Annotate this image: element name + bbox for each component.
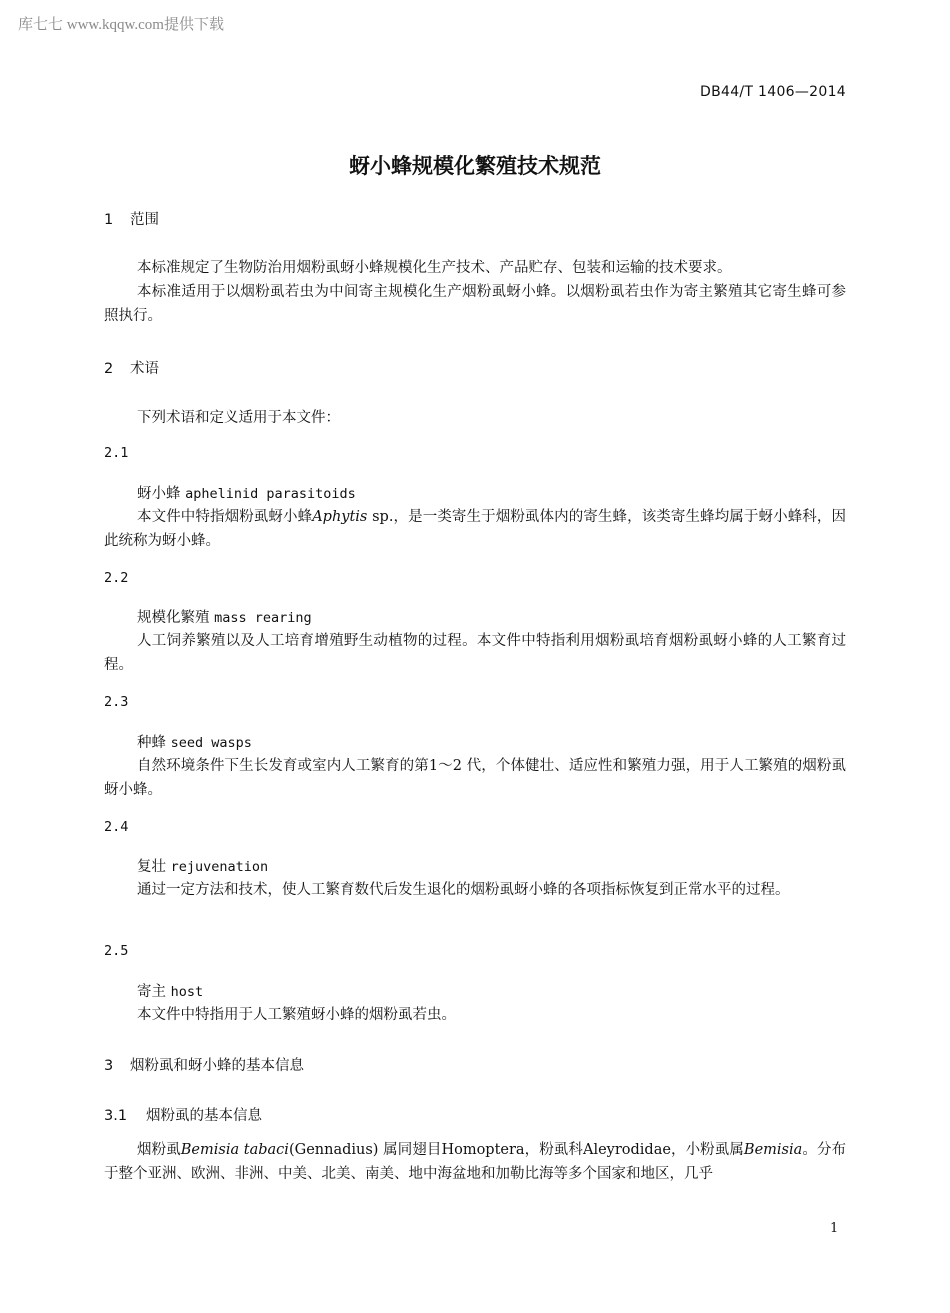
term-english: host: [170, 984, 204, 1000]
section-1-paragraph-1: 本标准规定了生物防治用烟粉虱蚜小蜂规模化生产技术、产品贮存、包装和运输的技术要求。: [137, 260, 732, 276]
species-name: Bemisia tabaci: [180, 1142, 289, 1158]
paragraph-text: (Gennadius) 属同翅目Homoptera，粉虱科Aleyrodidae，小粉虱属: [288, 1142, 744, 1158]
section-1-heading: [104, 208, 159, 229]
clause-number-2-5: 2.5: [104, 943, 129, 959]
paragraph-text: 。分布于整个亚洲、欧洲、非洲、中美、北美、南美、地中海盆地和加勒比海等多个国家和地区，几乎: [104, 1142, 847, 1182]
term-chinese: 复壮: [137, 859, 166, 875]
subsection-3-1-paragraph: [104, 1138, 846, 1186]
term-2-3: [137, 731, 252, 752]
page-number: 1: [830, 1221, 839, 1236]
term-english: seed wasps: [170, 735, 252, 751]
clause-number-2-3: 2.3: [104, 694, 129, 710]
clause-number-2-1: 2.1: [104, 445, 129, 461]
genus-name: Bemisia: [743, 1142, 803, 1158]
term-english: mass rearing: [214, 610, 312, 626]
subsection-title: 烟粉虱的基本信息: [146, 1108, 262, 1124]
term-2-1: [137, 482, 356, 503]
term-chinese: 规模化繁殖: [137, 610, 210, 626]
section-number: 3: [104, 1058, 114, 1074]
term-2-1-definition: [104, 505, 846, 553]
term-2-4-definition: 通过一定方法和技术，使人工繁育数代后发生退化的烟粉虱蚜小蜂的各项指标恢复到正常水平的过程。: [137, 882, 790, 898]
subsection-3-1-heading: [104, 1104, 262, 1125]
section-3-heading: [104, 1054, 304, 1075]
section-title: 术语: [130, 361, 159, 377]
paragraph-text: 烟粉虱: [137, 1142, 181, 1158]
term-2-4: [137, 855, 268, 876]
term-english: aphelinid parasitoids: [185, 486, 356, 502]
term-2-2-definition: 人工饲养繁殖以及人工培育增殖野生动植物的过程。本文件中特指利用烟粉虱培育烟粉虱蚜小蜂的人工繁育过程。: [104, 633, 846, 673]
term-chinese: 寄主: [137, 984, 166, 1000]
term-2-2: [137, 606, 312, 627]
term-2-5: [137, 980, 203, 1001]
term-2-5-definition: 本文件中特指用于人工繁殖蚜小蜂的烟粉虱若虫。: [137, 1007, 456, 1023]
document-title: 蚜小蜂规模化繁殖技术规范: [349, 154, 601, 178]
section-title: 烟粉虱和蚜小蜂的基本信息: [130, 1058, 304, 1074]
section-2-heading: [104, 357, 159, 378]
section-number: 1: [104, 212, 114, 228]
term-chinese: 蚜小蜂: [137, 486, 181, 502]
section-title: 范围: [130, 212, 159, 228]
term-2-3-definition: 自然环境条件下生长发育或室内人工繁育的第1～2 代，个体健壮、适应性和繁殖力强，用于人工繁殖的烟粉虱蚜小蜂。: [104, 758, 846, 798]
download-watermark: 库七七 www.kqqw.com提供下载: [18, 17, 224, 33]
section-2-intro: 下列术语和定义适用于本文件：: [137, 410, 340, 426]
definition-text: 本文件中特指烟粉虱蚜小蜂: [137, 509, 313, 525]
section-1-paragraph-2: 本标准适用于以烟粉虱若虫为中间寄主规模化生产烟粉虱蚜小蜂。以烟粉虱若虫作为寄主繁殖其它寄生蜂可参照执行。: [104, 284, 846, 324]
standard-number: DB44/T 1406—2014: [700, 84, 846, 100]
clause-number-2-4: 2.4: [104, 819, 129, 835]
subsection-number: 3.1: [104, 1108, 128, 1124]
term-chinese: 种蜂: [137, 735, 166, 751]
genus-name: Aphytis: [312, 509, 368, 525]
term-english: rejuvenation: [170, 859, 269, 875]
clause-number-2-2: 2.2: [104, 570, 129, 586]
section-number: 2: [104, 361, 114, 377]
definition-text: sp.，是一类寄生于烟粉虱体内的寄生蜂，该类寄生蜂均属于蚜小蜂科，因此统称为蚜小蜂。: [104, 509, 846, 549]
